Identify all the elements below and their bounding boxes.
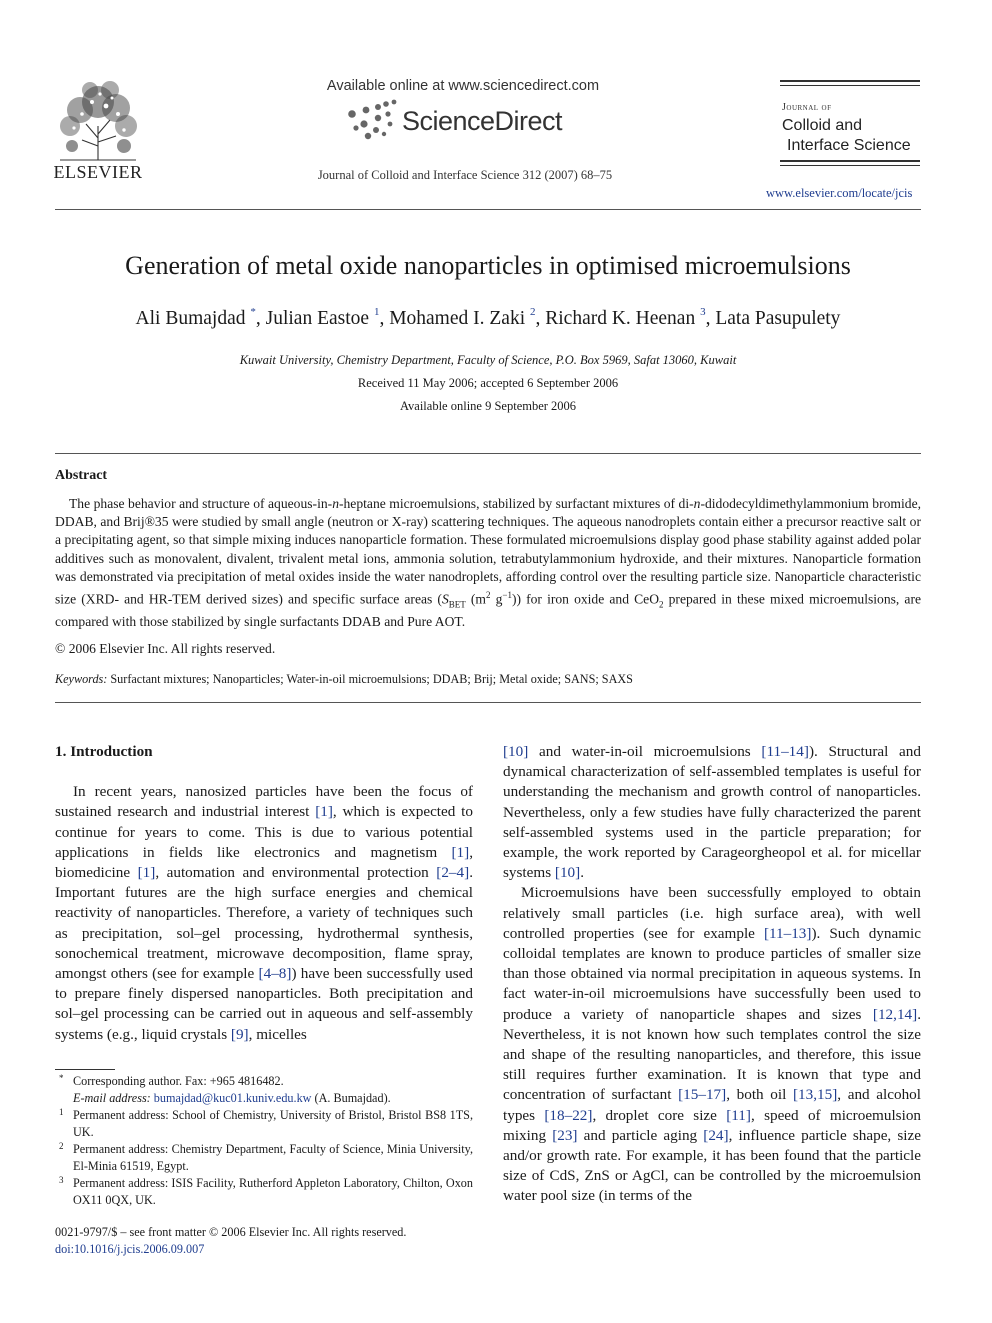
sciencedirect-brand: ScienceDirect [402,106,563,136]
journal-rule-top-2 [780,85,920,86]
citation-link[interactable]: [12,14] [872,1005,918,1023]
keywords-label: Keywords: [55,672,108,686]
citation-link[interactable]: [11] [726,1106,751,1124]
abstract-heading: Abstract [55,468,108,483]
front-matter [55,1224,406,1258]
journal-rule-top [780,80,920,82]
journal-name [782,116,911,156]
journal-small-label: Journal of [782,102,832,113]
intro-paragraph: In recent years, nanosized particles have been the focus of sustained research and industrial interest [1], which is expected to continue for years to come. This is due to various potential applications in fields like electronics and magnetism [1], biomedicine [1], automation and environmental protection [2–4]. Important futures are the high surface energies and chemical reactivity of nanoparticles. Therefore, a variety of techniques such as precipitation, sol–gel processing, hydrothermal synthesis, sonochemical treatment, microwave decomposition, flame spray, amongst others (see for example [4–8]) have been successfully used to prepare finely dispersed nanoparticles. Both precipitation and sol–gel processing can be carried out in aqueous and self-assembly systems (e.g., liquid crystals [9], micelles [55,783,474,1043]
email-link[interactable]: bumajdad@kuc01.kuniv.edu.kw [153,1091,312,1105]
author-footnote-mark[interactable]: 3 [700,306,706,318]
footnote-email: E-mail address: bumajdad@kuc01.kuniv.edu.kw (A. Bumajdad). [73,1091,391,1105]
footnote-2: 2 Permanent address: Chemistry Department, Faculty of Science, Minia University, El-Minia 61519, Egypt. [59,1141,473,1173]
journal-name-line1: Colloid and [782,117,863,134]
author-name: Richard K. Heenan [545,308,696,329]
citation-link[interactable]: [1] [137,864,156,882]
header-rule [55,209,921,210]
citation-link[interactable]: [1] [451,843,470,861]
affiliation: Kuwait University, Chemistry Department, Faculty of Science, P.O. Box 5969, Safat 13060, Kuwait [239,353,737,367]
journal-rule-bottom [780,160,920,162]
intro-paragraph-continued: [10] and water-in-oil microemulsions [11–14]). Structural and dynamical characterization of self-assembled templates is useful for understanding the mechanism and growth control of nanoparticles. Nevertheless, only a few studies have fully characterized the parent self-assembled systems used in the particle preparation; for example, the work reported by Carageorgheopol et al. for micellar systems [10]. [503,743,921,882]
received-dates: Received 11 May 2006; accepted 6 September 2006 [357,376,619,390]
section-heading: 1. Introduction [55,743,153,760]
citation-link[interactable]: [24] [703,1126,729,1144]
author-name: Ali Bumajdad [135,308,246,329]
journal-url-link[interactable]: www.elsevier.com/locate/jcis [766,186,913,200]
keywords-list: Surfactant mixtures; Nanoparticles; Water-in-oil microemulsions; DDAB; Brij; Metal oxide; SANS; SAXS [110,672,633,686]
author-name: Julian Eastoe [265,308,370,329]
journal-name-line2: Interface Science [787,137,911,154]
sciencedirect-logo [344,98,584,142]
citation-link[interactable]: [1] [315,803,333,821]
citation-link[interactable]: [13,15] [792,1086,838,1104]
author-footnote-mark[interactable]: 2 [529,306,536,318]
citation-link[interactable]: [2–4] [436,864,470,882]
journal-rule-bottom-2 [780,165,920,166]
citation-link[interactable]: [18–22] [544,1106,593,1124]
abstract-body: The phase behavior and structure of aqueous-in-n-heptane microemulsions, stabilized by surfactant mixtures of di-n-didodecyldimethylammonium bromide, DDAB, and Brij®35 were studied by small angle (neutron or X-ray) scattering techniques. The aqueous nanodroplets contain either a precursor reactive salt or a precipitating agent, so that simple mixing induces nanoparticle formation. These formulated microemulsions display good phase stability against added polar additives such as monovalent, divalent, trivalent metal ions, ammonia solution, tetrabutylammonium hydroxide, and their mixtures. Nanoparticle formation was demonstrated via precipitation of metal oxides inside the water nanodroplets, affording control over the resulting particle size. Nanoparticle characteristic size (XRD- and HR-TEM derived sizes) and specific surface areas ($S_{BET}$ ($m^2$ $g^{-1}$)) for iron oxide and CeO$_2$ prepared in these mixed microemulsions, are compared with those stabilized by single surfactants DDAB and Pure AOT. [55,496,922,630]
author-list: Ali Bumajdad *, Julian Eastoe $^1$, Mohamed I. Zaki $^2$, Richard K. Heenan $^3$, Lata Pasupulety [135,306,841,329]
sciencedirect-online-line[interactable]: Available online at www.sciencedirect.com [326,78,600,94]
keywords [55,672,921,687]
author-footnote-mark[interactable]: * [250,306,256,318]
citation-link[interactable]: [23] [552,1126,578,1144]
article-title: Generation of metal oxide nanoparticles in optimised microemulsions [125,251,851,280]
author-name: Lata Pasupulety [715,308,841,329]
footnote-rule [55,1069,115,1070]
footnotes [55,1073,473,1209]
citation-link[interactable]: [11–13] [763,924,812,942]
footnote-1: 1 Permanent address: School of Chemistry, University of Bristol, Bristol BS8 1TS, UK. [59,1107,473,1139]
journal-citation: Journal of Colloid and Interface Science 312 (2007) 68–75 [317,168,613,182]
author-footnote-mark[interactable]: 1 [373,306,380,318]
footnote-corresponding: * Corresponding author. Fax: +965 4816482. [59,1073,284,1088]
front-matter-line: 0021-9797/$ – see front matter © 2006 Elsevier Inc. All rights reserved. [55,1225,407,1239]
citation-link[interactable]: [15–17] [678,1086,727,1104]
sciencedirect-dots-icon [344,98,404,142]
doi-link[interactable]: doi:10.1016/j.jcis.2006.09.007 [55,1242,205,1256]
elsevier-tree-icon [52,80,144,162]
online-date: Available online 9 September 2006 [399,399,577,413]
citation-link[interactable]: [11–14] [761,743,809,760]
elsevier-logo [52,80,146,184]
abstract-copyright: © 2006 Elsevier Inc. All rights reserved. [55,641,276,656]
abstract-rule-top [55,453,921,454]
body-column-right [503,742,921,1207]
citation-link[interactable]: [4–8] [258,965,292,983]
body-column-left [55,742,473,1045]
intro-paragraph: Microemulsions have been successfully employed to obtain relatively small particles (i.e. high surface area), with well controlled properties (see for example [11–13]). Such dynamic colloidal templates are known to produce particles of smaller size than those obtained via normal precipitation in aqueous systems. In fact water-in-oil microemulsions have successfully been used to produce a variety of nanoparticle shapes and sizes [12,14]. Nevertheless, it is not known how such templates control the size and shape of the resulting nanoparticles, and therefore, this issue still requires further examination. It is known that type and concentration of surfactant [15–17], both oil [13,15], and alcohol types [18–22], droplet core size [11], speed of microemulsion mixing [23] and particle aging [24], influence particle shape, size and/or growth rate. For example, it has been found that the particle size of CdS, ZnS or AgCl, can be controlled by the microemulsion water pool size (in terms of the [503,884,922,1205]
author-name: Mohamed I. Zaki [389,308,526,329]
citation-link[interactable]: [10] [554,864,581,882]
abstract-rule-bottom [55,702,921,703]
publisher-logo-text: ELSEVIER [53,162,143,182]
citation-link[interactable]: [9] [230,1025,249,1043]
footnote-3: 3 Permanent address: ISIS Facility, Rutherford Appleton Laboratory, Chilton, Oxon OX11 0QX, UK. [59,1175,473,1207]
citation-link[interactable]: [10] [503,743,529,760]
